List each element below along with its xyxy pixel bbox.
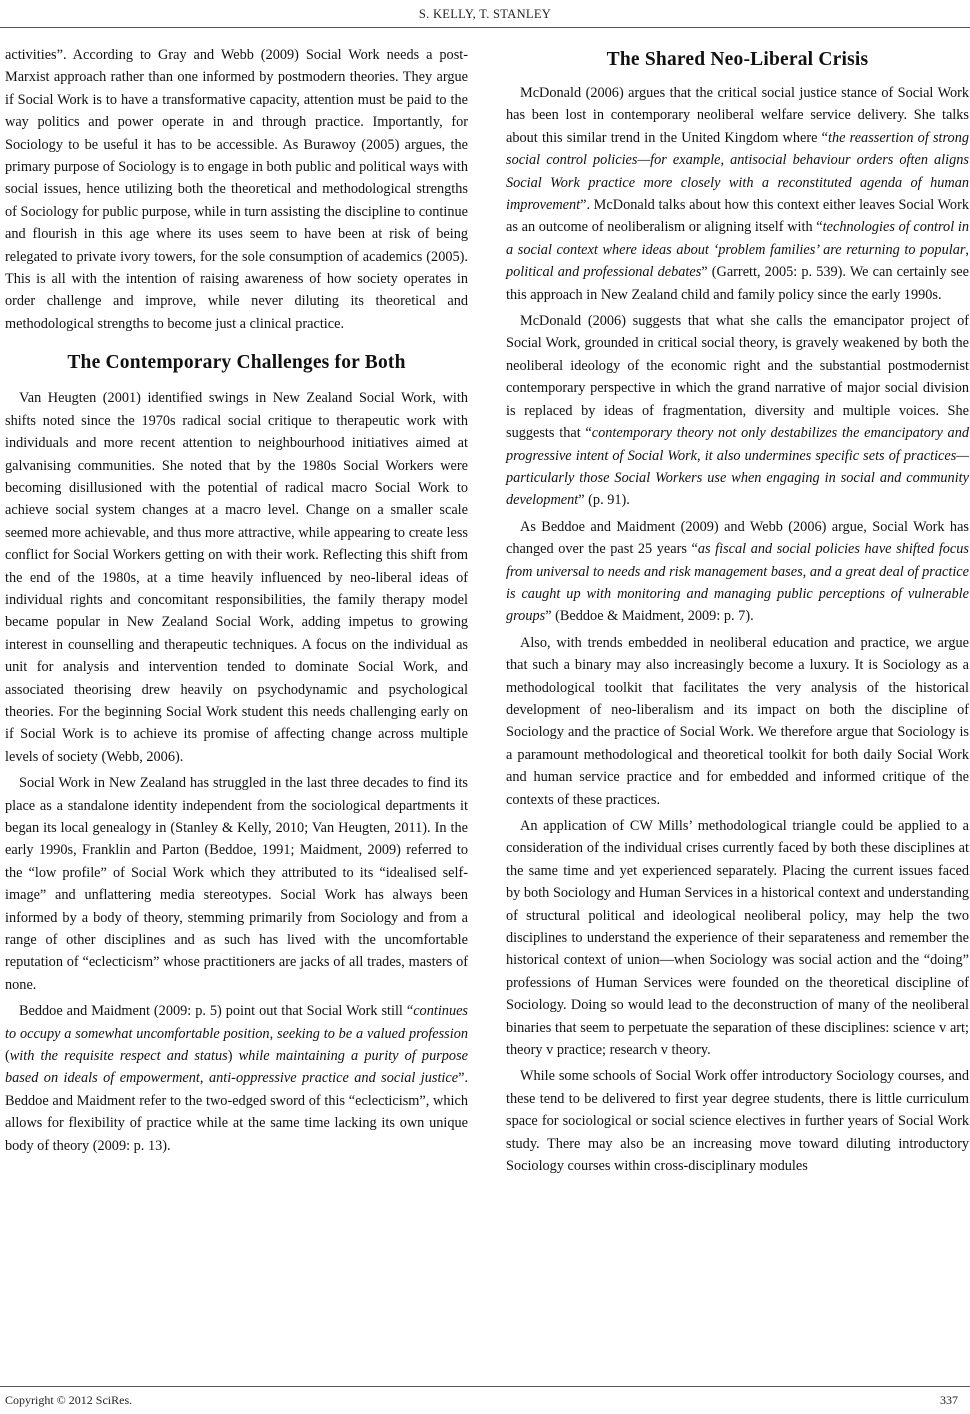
text-run: ) [227, 1048, 239, 1065]
paragraph: Social Work in New Zealand has struggled in the last three decades to find its place as a standalone identity independent from the sociological departments it began its local genealogy in (Stanley & Kelly, 2010; Van Heugten, 2011). In the early 1990s, Franklin and Parton (Beddoe, 1991; Maidment, 2009) referred to the “low profile” of Social Work which they attributed to its “idealised self-image” and unflattering media stereotypes. Social Work has always been informed by a body of theory, stemming primarily from Sociology and from a range of other disciplines and as such has lived with the uncomfortable reputation of “eclecticism” whose practitioners are jacks of all trades, masters of none. [5, 775, 468, 993]
header-rule [0, 27, 970, 28]
text-run: ” (Beddoe & Maidment, 2009: p. 7). [545, 608, 754, 625]
quote-run: the reassertion of strong social control policies—for example, antisocial behaviour orders often aligns Social Work practice more closely with a reconstituted agenda of human improvement [506, 129, 969, 214]
text-run: ”. Beddoe and Maidment refer to the two-edged sword of this “eclecticism”, which allows for flexibility of practice while at the same time lacking its own unique body of theory (2009: p. 13). [5, 1070, 469, 1154]
quote-run: contemporary theory not only destabilizes the emancipatory and progressive intent of Social Work [506, 425, 970, 464]
text-run: ”. McDonald talks about how this context either leaves Social Work as an outcome of neoliberalism or aligning itself with “ [506, 197, 969, 236]
paragraph: While some schools of Social Work offer introductory Sociology courses, and these tend to be delivered to first year degree students, there is little curriculum space for sociological or social science electives in further years of Social Work study. There may also be an increasing move toward diluting introductory Sociology courses within cross-disciplinary modules [506, 1068, 969, 1175]
left-column [5, 44, 468, 1157]
quote-run: and a great deal of practice is caught up with monitoring and managing public perceptions of vulnerable groups [506, 563, 969, 625]
quote-run: technologies of control in a social context where ideas about ‘problem families’ are returning to popular [506, 219, 969, 258]
text-run: , [965, 241, 969, 258]
quote-run: political and professional debates [506, 264, 702, 281]
text-run: , [697, 447, 705, 464]
copyright-notice: Copyright © 2012 SciRes. [5, 1393, 133, 1407]
text-run: ( [5, 1048, 10, 1065]
paragraph [5, 1000, 468, 1157]
quote-run: as fiscal and social policies have shifted focus from universal to needs and risk management bases [506, 541, 969, 580]
quote-run: seeking to be a valued profession [277, 1025, 468, 1042]
text-run: ” (p. 91). [578, 492, 630, 509]
section-heading: The Shared Neo-Liberal Crisis [606, 49, 869, 70]
text-run: McDonald (2006) argues that the critical social justice stance of Social Work has been lost in contemporary neoliberal welfare service delivery. She talks about this similar trend in the United Kingdom where “ [506, 85, 969, 146]
text-run: As Beddoe and Maidment (2009) and Webb (2006) argue, Social Work has changed over the past 25 years “ [506, 518, 969, 558]
quote-run: with the requisite respect and status [9, 1048, 228, 1065]
paragraph: Also, with trends embedded in neoliberal education and practice, we argue that such a binary may also increasingly become a luxury. It is Sociology as a methodological toolkit that facilitates the very analysis of the historical development of neo-liberalism and its impact on both the discipline of Sociology and the practice of Social Work. We therefore argue that Sociology is a paramount methodological and theoretical toolkit for both daily Social Work and human service practice and for embedded and informed critique of the contexts of these practices. [506, 634, 969, 808]
paragraph [506, 310, 969, 512]
paragraph: Van Heugten (2001) identified swings in New Zealand Social Work, with shifts noted since the 1970s radical social critique to therapeutic work with individuals and more recent attention to neighbourhood initiatives aimed at galvanising communities. She noted that by the 1980s Social Workers were becoming disillusioned with the potential of radical macro Social Work to achieve social system changes at a macro level. Change on a smaller scale seemed more achievable, and thus more attractive, while appearing to create less conflict for Social Workers getting on with their work. Reflecting this shift from the end of the 1980s, at a time heavily influenced by neo-liberal ideas of individual rights and concomitant responsibilities, the family therapy model became popular in New Zealand Social Work, adding impetus to growing interest in counselling and therapeutic techniques. A focus on the individual as unit for analysis and intervention tended to dominate Social Work, and associated theorising drew heavily on psychodynamic and psychological theories. For the beginning Social Work student this needs challenging early on if Social Work is to achieve its promise of affecting change across multiple levels of society (Webb, 2006). [5, 390, 468, 765]
text-run: , [199, 1070, 209, 1087]
text-run: ” (Garrett, 2005: p. 539). We can certainly see this approach in New Zealand child and family policy since the early 1990s. [506, 264, 969, 303]
paragraph [506, 82, 969, 306]
running-head: S. KELLY, T. STANLEY [418, 7, 552, 21]
text-run: Beddoe and Maidment (2009: p. 5) point out that Social Work still “ [19, 1003, 414, 1020]
paragraph: activities”. According to Gray and Webb (2009) Social Work needs a post-Marxist approach rather than one informed by postmodern theories. They argue if Social Work is to have a transformative capacity, attention must be paid to the way politics and power operate in and through practice. Importantly, for Sociology to be useful it has to be accessible. As Burawoy (2005) argues, the primary purpose of Sociology is to engage in both public and political ways with social issues, hence utilizing both the theoretical and methodological strengths of Sociology for public purpose, while in turn assisting the discipline to continue and flourish in this age where its uses seem to have been at risk of being relegated to private ivory towers, for the sole consumption of academics (2005). This is all with the intention of raising awareness of how society operates in order challenge and improve, while never diluting its theoretical and methodological strengths to become just a clinical practice. [5, 47, 468, 332]
page-number: 337 [940, 1393, 958, 1407]
text-run: , [269, 1025, 278, 1042]
paragraph: An application of CW Mills’ methodological triangle could be applied to a consideration of the individual crises currently faced by both these disciplines at the same time and yet experienced separately. Placing the current issues faced by both Sociology and Human Services in a historical context and understanding of structural political and ideological neoliberal policy, may help the two disciplines to understand the experience of their separateness and remember the historical context of union—when Sociology was social action and the “doing” professions of Human Services were founded on the theoretical discipline of Sociology. Doing so would lead to the deconstruction of many of the neoliberal binaries that seem to perpetuate the separation of these disciplines: science v art; theory v practice; research v theory. [506, 818, 969, 1059]
right-column [506, 44, 969, 1178]
footer-rule [0, 1386, 970, 1387]
quote-run: it also undermines specific sets of practices—particularly those Social Workers use when engaging in social and community development [506, 447, 970, 509]
section-heading: The Contemporary Challenges for Both [67, 352, 406, 374]
quote-run: while maintaining a purity of purpose based on ideals of empowerment [5, 1048, 468, 1087]
text-run: , [802, 563, 810, 580]
quote-run: continues to occupy a somewhat uncomfortable position [5, 1003, 468, 1042]
quote-run: anti-oppressive practice and social justice [208, 1070, 459, 1087]
text-run: McDonald (2006) suggests that what she calls the emancipator project of Social Work, grounded in critical social theory, is gravely weakened by both the neoliberal ideology of the economic right and the substantial postmodernist contemporary perspective in which the grand narrative of major social division is replaced by ideas of fragmentation, diversity and multiple voices. She suggests that “ [506, 313, 969, 442]
paragraph [506, 516, 969, 628]
